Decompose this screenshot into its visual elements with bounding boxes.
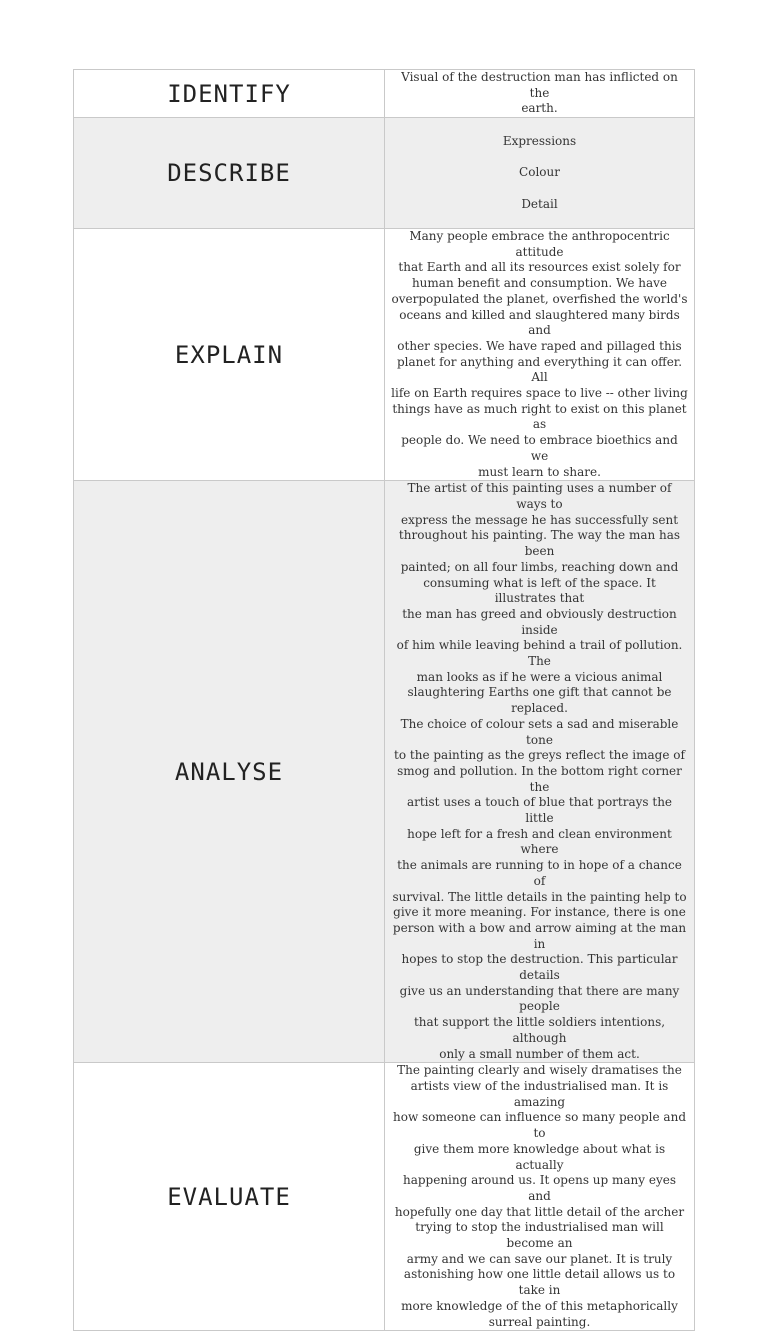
- analyse-content-cell: [385, 481, 695, 1063]
- describe-item-detail: Detail: [521, 196, 558, 211]
- table-row-identify: [74, 70, 695, 118]
- table-row-describe: [74, 118, 695, 229]
- analyse-text: The artist of this painting uses a number of ways to express the message he has successfully sent throughout his painting. The way the man has been painted; on all four limbs, reaching down and consuming what is left of the space. It illustrates that the man has greed and obviously destruction inside of him while leaving behind a trail of pollution. The man looks as if he were a vicious animal slaughtering Earths one gift that cannot be replaced. The choice of colour sets a sad and miserable tone to the painting as the greys reflect the image of smog and pollution. In the bottom right corner the artist uses a touch of blue that portrays the little hope left for a fresh and clean environment where the animals are running to in hope of a chance of survival. The little details in the painting help to give it more meaning. For instance, there is one person with a bow and arrow aiming at the man in hopes to stop the destruction. This particular details give us an understanding that there are many people that support the little soldiers intentions, although only a small number of them act.: [392, 481, 687, 1061]
- analysis-table: [73, 69, 695, 1331]
- describe-label: DESCRIBE: [167, 159, 291, 188]
- evaluate-text: The painting clearly and wisely dramatises the artists view of the industrialised man. It is amazing how someone can influence so many people and to give them more knowledge about what is actually happening around us. It opens up many eyes and hopefully one day that little detail of the archer trying to stop the industrialised man will become an army and we can save our planet. It is truly astonishing how one little detail allows us to take in more knowledge of the of this metaphorically surreal painting.: [392, 1063, 686, 1329]
- identify-content-cell: [385, 70, 695, 118]
- table-row-evaluate: [74, 1063, 695, 1331]
- identify-text: Visual of the destruction man has inflicted on the earth.: [401, 70, 678, 116]
- describe-item-expressions: Expressions: [502, 133, 577, 148]
- describe-content-cell: [385, 118, 695, 229]
- explain-label-cell: [74, 229, 385, 481]
- evaluate-label-cell: [74, 1063, 385, 1331]
- analyse-label: ANALYSE: [174, 757, 284, 786]
- table-row-analyse: [74, 481, 695, 1063]
- analyse-label-cell: [74, 481, 385, 1063]
- describe-item-colour: Colour: [519, 165, 560, 180]
- identify-label: IDENTIFY: [167, 79, 291, 108]
- explain-label: EXPLAIN: [174, 340, 284, 369]
- evaluate-content-cell: [385, 1063, 695, 1331]
- explain-text: Many people embrace the anthropocentric attitude that Earth and all its resources exist solely for human benefit and consumption. We have overpopulated the planet, overfished the world's oceans and killed and slaughtered many birds and other species. We have raped and pillaged this planet for anything and everything it can offer. All life on Earth requires space to live -- other living things have as much right to exist on this planet as people do. We need to embrace bioethics and we must learn to share.: [391, 229, 688, 479]
- describe-label-cell: [74, 118, 385, 229]
- evaluate-label: EVALUATE: [167, 1182, 291, 1211]
- explain-content-cell: [385, 229, 695, 481]
- identify-label-cell: [74, 70, 385, 118]
- describe-list: [391, 118, 688, 228]
- table-row-explain: [74, 229, 695, 481]
